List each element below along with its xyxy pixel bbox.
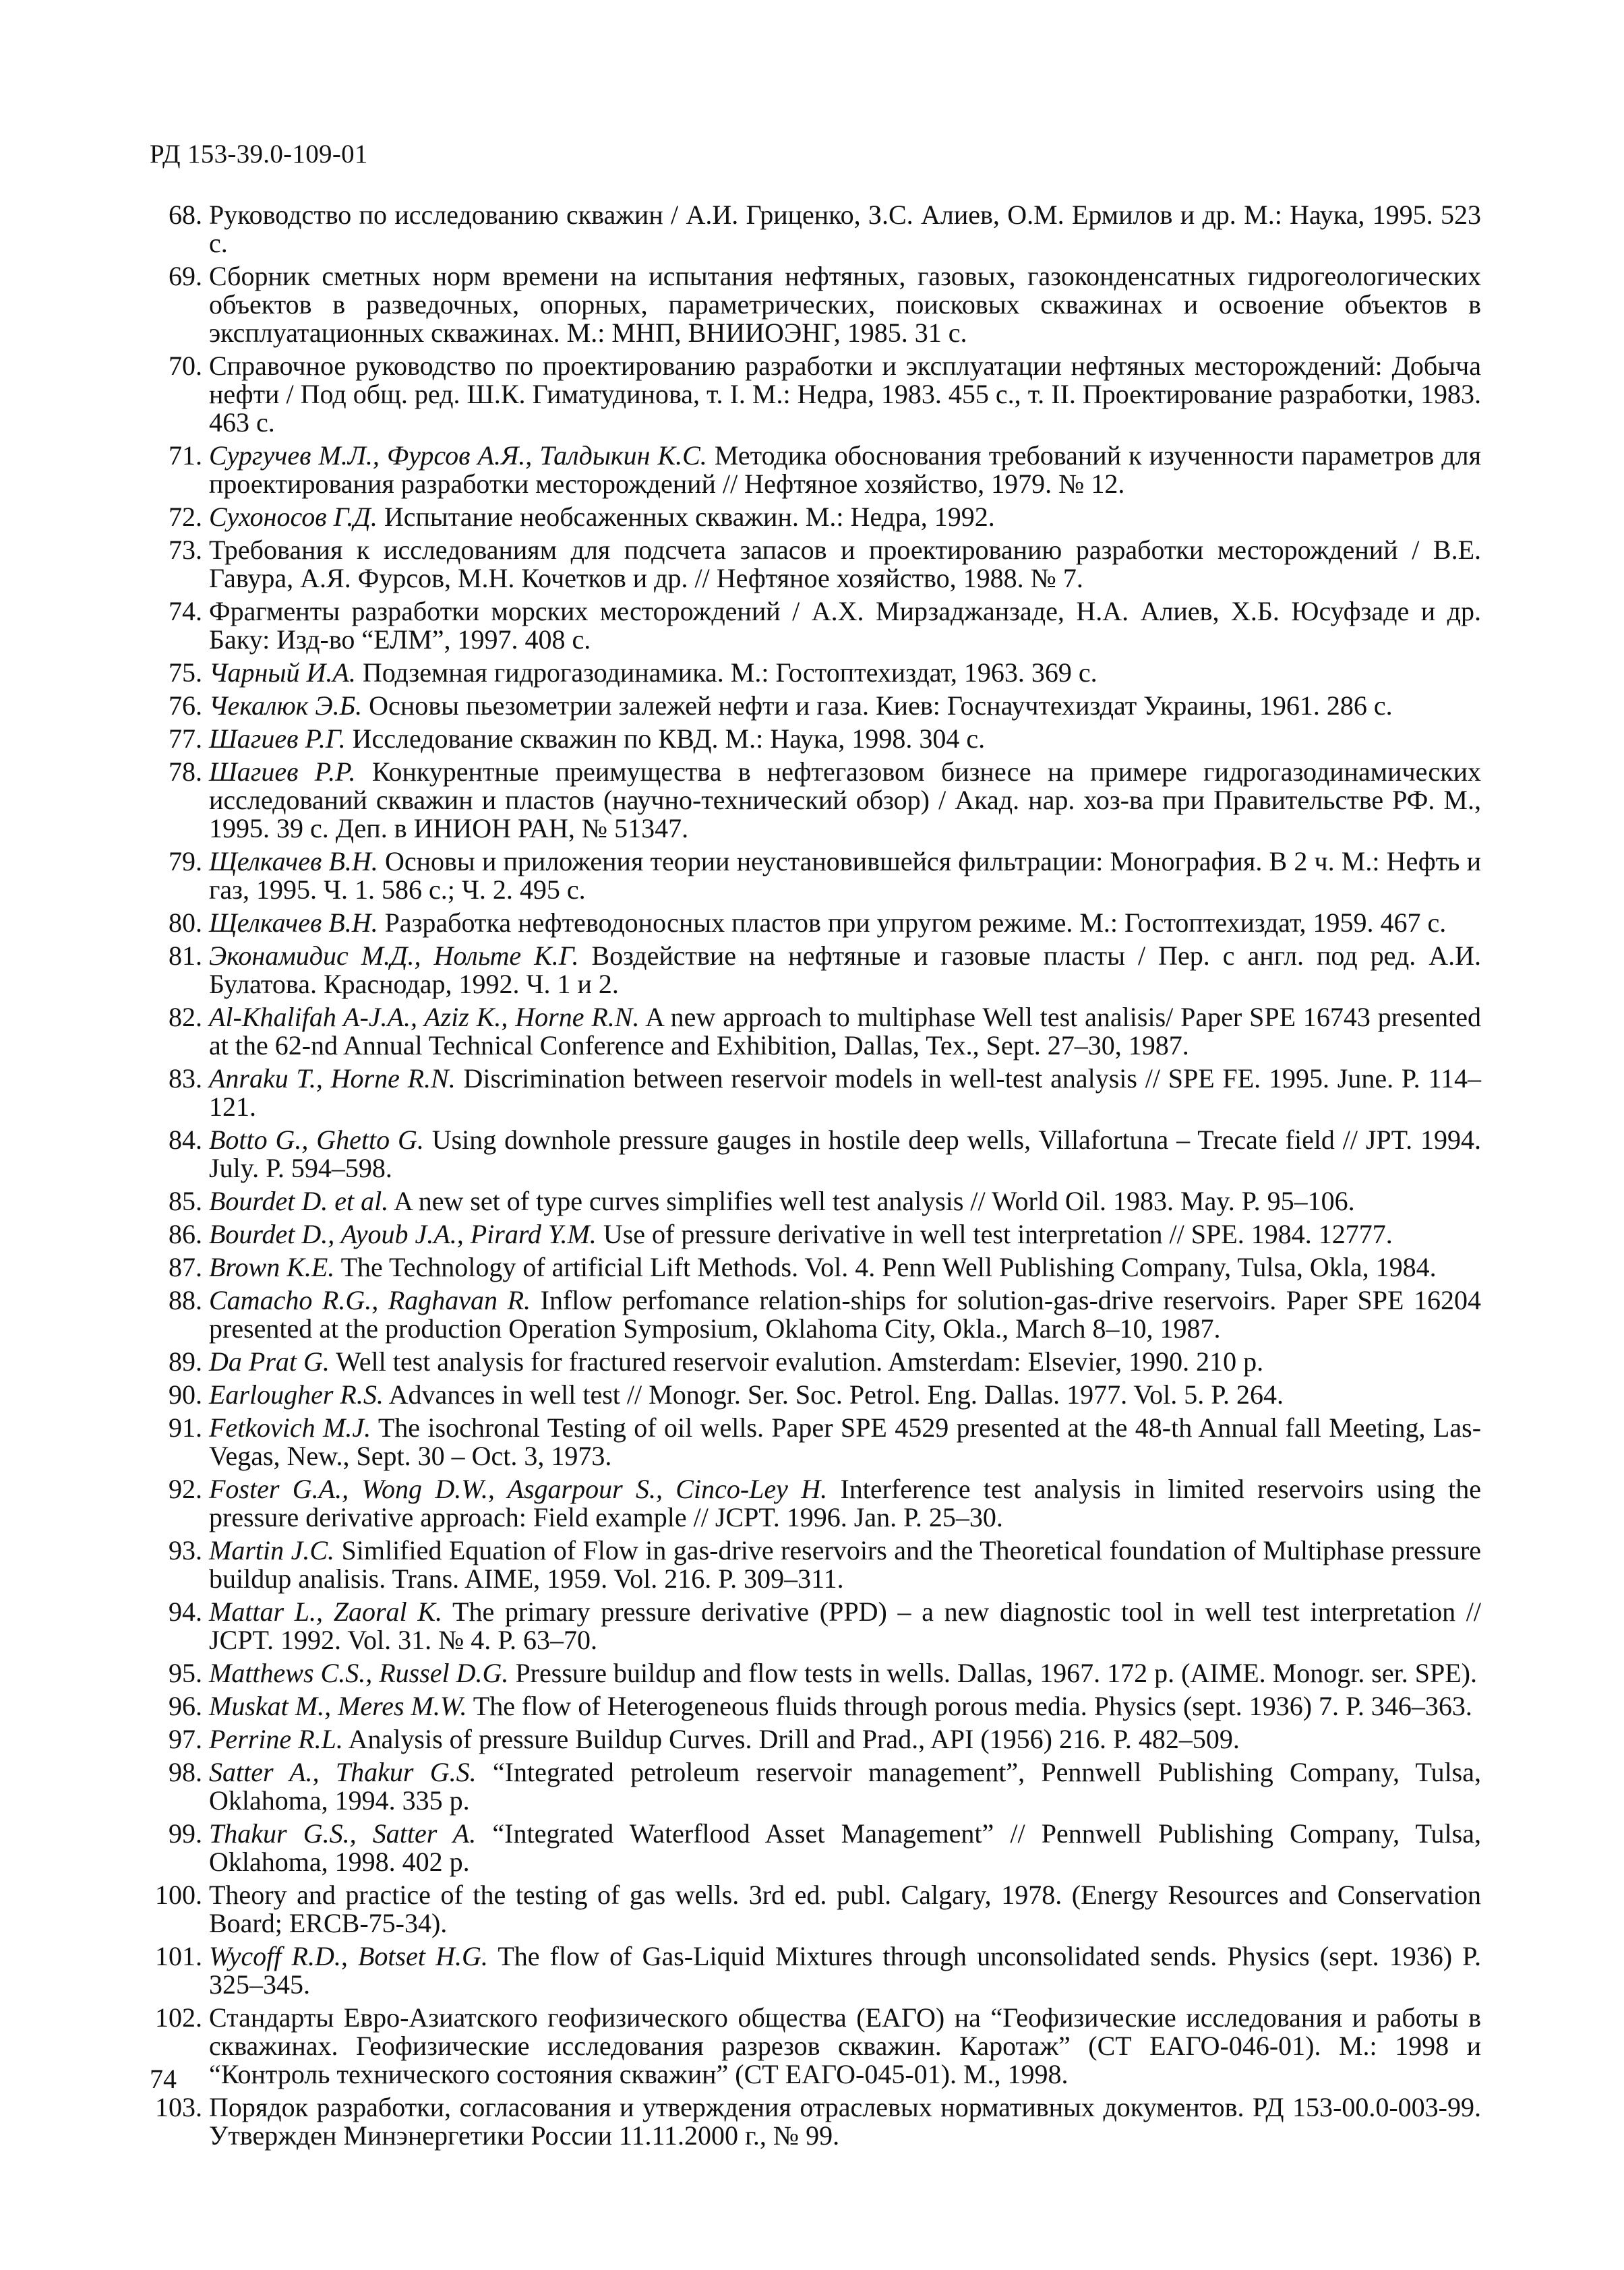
reference-authors: Шагиев Р.Р. [209,756,356,787]
reference-item [150,1598,1481,1654]
reference-number: 79. [169,846,202,876]
reference-item [150,942,1481,998]
reference-authors: Сухоносов Г.Д. [209,502,378,532]
reference-text: Руководство по исследованию скважин / А.И. Гриценко, З.С. Алиев, О.М. Ермилов и др. М.: Наука, 1995. 523 с. [209,200,1481,258]
reference-number: 78. [169,756,202,787]
reference-item [150,1536,1481,1593]
reference-number: 80. [169,907,202,938]
reference-item [150,1692,1481,1721]
reference-item [150,692,1481,720]
reference-list [150,201,1481,2155]
reference-number: 85. [169,1186,202,1216]
reference-item [150,1820,1481,1876]
reference-item [150,1220,1481,1249]
reference-authors: Mattar L., Zaoral K. [209,1596,443,1627]
reference-number: 96. [169,1691,202,1721]
reference-number: 68. [169,200,202,230]
reference-authors: Earlougher R.S. [209,1379,384,1410]
reference-item [150,352,1481,437]
reference-number: 81. [169,940,202,971]
reference-item [150,1881,1481,1938]
reference-authors: Эконамидис М.Д., Нольте К.Г. [209,940,579,971]
reference-text: Сборник сметных норм времени на испытания нефтяных, газовых, газоконденсатных гидрогеологических объектов в разведочных, опорных, параметрических, поисковых скважинах и освоение объектов в эксплуатационных скважинах. М.: МНП, ВНИИОЭНГ, 1985. 31 с. [209,261,1481,348]
reference-number: 95. [169,1658,202,1688]
reference-item [150,1187,1481,1216]
reference-authors: Satter A., Thakur G.S. [209,1757,477,1787]
reference-number: 69. [169,261,202,291]
reference-text: The flow of Gas-Liquid Mixtures through unconsolidated sends. Physics (sept. 1936) P. 325–345. [209,1941,1481,2000]
reference-text: Interference test analysis in limited reservoirs using the pressure derivative approach: Field example // JCPT. 1996. Jan. P. 25–30. [209,1474,1481,1532]
reference-authors: Botto G., Ghetto G. [209,1125,424,1155]
reference-item [150,1003,1481,1060]
reference-number: 93. [169,1535,202,1565]
reference-item [150,262,1481,347]
reference-item [150,201,1481,258]
reference-item [150,1414,1481,1470]
reference-text: Исследование скважин по КВД. М.: Наука, 1998. 304 с. [345,723,986,754]
reference-authors: Muskat M., Meres M.W. [209,1691,467,1721]
reference-number: 87. [169,1252,202,1282]
page-number: 74 [150,2064,177,2094]
reference-item [150,1065,1481,1121]
reference-item [150,847,1481,904]
reference-text: Методика обоснования требований к изученности параметров для проектирования разработки месторождений // Нефтяное хозяйство, 1979. № 12. [209,440,1481,499]
reference-text: Theory and practice of the testing of gas wells. 3rd ed. publ. Calgary, 1978. (Energy Resources and Conservation Board; ERCB-75-34). [209,1880,1481,1938]
reference-item [150,758,1481,843]
reference-number: 82. [169,1002,202,1032]
reference-number: 97. [169,1724,202,1754]
reference-item [150,1942,1481,1999]
reference-text: Стандарты Евро-Азиатского геофизического общества (ЕАГО) на “Геофизические исследования и работы в скважинах. Геофизические исследования разрезов скважин. Каротаж” (СТ ЕАГО-046-01). М.: 1998 и “Контроль технического состояния скважин” (СТ ЕАГО-045-01). М., 1998. [209,2002,1481,2089]
reference-text: Конкурентные преимущества в нефтегазовом бизнесе на примере гидрогазодинамических исследований скважин и пластов (научно-технический обзор) / Акад. нар. хоз-ва при Правительстве РФ. М., 1995. 39 с. Деп. в ИНИОН РАН, № 51347. [209,756,1481,843]
reference-item [150,725,1481,753]
reference-item [150,1659,1481,1687]
reference-number: 73. [169,535,202,565]
reference-text: Основы и приложения теории неустановившейся фильтрации: Монография. В 2 ч. М.: Нефть и газ, 1995. Ч. 1. 586 с.; Ч. 2. 495 с. [209,846,1481,905]
reference-authors: Wycoff R.D., Botset H.G. [209,1941,488,1971]
reference-item [150,2093,1481,2150]
reference-text: Порядок разработки, согласования и утверждения отраслевых нормативных документов. РД 153-00.0-003-99. Утвержден Минэнергетики России 11.11.2000 г., № 99. [209,2092,1481,2151]
reference-authors: Сургучев М.Л., Фурсов А.Я., Талдыкин К.С. [209,440,707,471]
reference-authors: Foster G.A., Wong D.W., Asgarpour S., Cinco-Ley H. [209,1474,828,1504]
reference-number: 103. [155,2092,202,2122]
reference-item [150,1475,1481,1532]
reference-text: Основы пьезометрии залежей нефти и газа. Киев: Госнаучтехиздат Украины, 1961. 286 с. [362,690,1393,721]
reference-number: 70. [169,351,202,381]
reference-text: The primary pressure derivative (PPD) – a new diagnostic tool in well test interpretation // JCPT. 1992. Vol. 31. № 4. P. 63–70. [209,1596,1481,1655]
reference-item [150,659,1481,687]
reference-item [150,1253,1481,1282]
reference-number: 90. [169,1379,202,1410]
reference-item [150,442,1481,498]
reference-number: 100. [155,1880,202,1910]
reference-text: A new approach to multiphase Well test analisis/ Paper SPE 16743 presented at the 62-nd Annual Technical Conference and Exhibition, Dallas, Tex., Sept. 27–30, 1987. [209,1002,1482,1061]
reference-text: Well test analysis for fractured reservoir evalution. Amsterdam: Elsevier, 1990. 210 p. [329,1346,1264,1377]
reference-text: The Technology of artificial Lift Methods. Vol. 4. Penn Well Publishing Company, Tulsa, Okla, 1984. [334,1252,1437,1282]
reference-authors: Bourdet D., Ayoub J.A., Pirard Y.M. [209,1219,597,1249]
reference-text: Подземная гидрогазодинамика. М.: Гостоптехиздат, 1963. 369 с. [355,657,1097,688]
reference-number: 92. [169,1474,202,1504]
reference-number: 94. [169,1596,202,1627]
reference-text: The flow of Heterogeneous fluids through porous media. Physics (sept. 1936) 7. P. 346–363. [467,1691,1472,1721]
reference-authors: Щелкачев В.Н. [209,907,378,938]
reference-number: 91. [169,1412,202,1443]
reference-authors: Da Prat G. [209,1346,330,1377]
reference-number: 102. [155,2002,202,2033]
reference-item [150,597,1481,654]
reference-authors: Perrine R.L. [209,1724,343,1754]
reference-text: Разработка нефтеводоносных пластов при упругом режиме. М.: Гостоптехиздат, 1959. 467 с. [378,907,1447,938]
reference-authors: Anraku T., Horne R.N. [209,1063,456,1094]
reference-authors: Чарный И.А. [209,657,356,688]
reference-number: 84. [169,1125,202,1155]
reference-text: “Integrated Waterflood Asset Management” // Pennwell Publishing Company, Tulsa, Oklahoma, 1998. 402 p. [209,1818,1481,1877]
reference-text: Pressure buildup and flow tests in wells. Dallas, 1967. 172 p. (AIME. Monogr. ser. SPE). [508,1658,1477,1688]
reference-authors: Bourdet D. et al. [209,1186,389,1216]
reference-authors: Чекалюк Э.Б. [209,690,363,721]
reference-authors: Matthews C.S., Russel D.G. [209,1658,509,1688]
reference-item [150,1381,1481,1409]
reference-text: Испытание необсаженных скважин. М.: Недра, 1992. [377,502,995,532]
reference-text: Analysis of pressure Buildup Curves. Drill and Prad., API (1956) 216. P. 482–509. [342,1724,1240,1754]
reference-item [150,1725,1481,1754]
reference-number: 75. [169,657,202,688]
reference-authors: Thakur G.S., Satter A. [209,1818,477,1849]
reference-number: 89. [169,1346,202,1377]
reference-number: 71. [169,440,202,471]
reference-authors: Al-Khalifah A-J.A., Aziz K., Horne R.N. [209,1002,640,1032]
reference-text: “Integrated petroleum reservoir management”, Pennwell Publishing Company, Tulsa, Oklahoma, 1994. 335 p. [209,1757,1481,1816]
reference-number: 101. [155,1941,202,1971]
reference-item [150,1348,1481,1376]
reference-number: 83. [169,1063,202,1094]
reference-authors: Fetkovich M.J. [209,1412,371,1443]
reference-text: Inflow perfomance relation-ships for solution-gas-drive reservoirs. Paper SPE 16204 presented at the production Operation Symposium, Oklahoma City, Okla., March 8–10, 1987. [209,1285,1481,1344]
reference-number: 77. [169,723,202,754]
reference-text: Справочное руководство по проектированию разработки и эксплуатации нефтяных месторождений: Добыча нефти / Под общ. ред. Ш.К. Гиматудинова, т. I. М.: Недра, 1983. 455 с., т. II. Проектирование разработки, 1983. 463 с. [209,351,1481,438]
reference-number: 88. [169,1285,202,1315]
reference-authors: Щелкачев В.Н. [209,846,378,876]
reference-item [150,909,1481,937]
reference-authors: Шагиев Р.Г. [209,723,346,754]
reference-authors: Martin J.C. [209,1535,335,1565]
reference-item [150,1126,1481,1183]
reference-number: 86. [169,1219,202,1249]
reference-item [150,1758,1481,1815]
reference-number: 74. [169,596,202,626]
reference-item [150,503,1481,531]
reference-item [150,536,1481,593]
reference-text: Требования к исследованиям для подсчета запасов и проектированию разработки месторождений / В.Е. Гавура, А.Я. Фурсов, М.Н. Кочетков и др. // Нефтяное хозяйство, 1988. № 7. [209,535,1481,593]
reference-text: Воздействие на нефтяные и газовые пласты / Пер. с англ. под ред. А.И. Булатова. Краснодар, 1992. Ч. 1 и 2. [209,940,1481,999]
reference-authors: Camacho R.G., Raghavan R. [209,1285,531,1315]
reference-number: 99. [169,1818,202,1849]
reference-text: The isochronal Testing of oil wells. Paper SPE 4529 presented at the 48-th Annual fall Meeting, Las-Vegas, New., Sept. 30 – Oct. 3, 1973. [209,1412,1482,1471]
reference-item [150,1286,1481,1343]
reference-text: Simlified Equation of Flow in gas-drive reservoirs and the Theoretical foundation of Multiphase pressure buildup analisis. Trans. AIME, 1959. Vol. 216. P. 309–311. [209,1535,1481,1594]
reference-text: Use of pressure derivative in well test interpretation // SPE. 1984. 12777. [596,1219,1393,1249]
reference-text: Фрагменты разработки морских месторождений / А.Х. Мирзаджанзаде, Н.А. Алиев, Х.Б. Юсуфзаде и др. Баку: Изд-во “ЕЛМ”, 1997. 408 с. [209,596,1481,655]
reference-number: 98. [169,1757,202,1787]
document-code-header: РД 153-39.0-109-01 [150,140,368,169]
reference-text: Using downhole pressure gauges in hostile deep wells, Villafortuna – Trecate field // JPT. 1994. July. P. 594–598. [209,1125,1481,1183]
reference-number: 76. [169,690,202,721]
reference-text: Discrimination between reservoir models in well-test analysis // SPE FE. 1995. June. P. 114–121. [209,1063,1481,1122]
reference-text: A new set of type curves simplifies well test analysis // World Oil. 1983. May. P. 95–106. [388,1186,1355,1216]
reference-number: 72. [169,502,202,532]
reference-item [150,2004,1481,2089]
reference-authors: Brown K.E. [209,1252,335,1282]
reference-text: Advances in well test // Monogr. Ser. Soc. Petrol. Eng. Dallas. 1977. Vol. 5. P. 264. [383,1379,1284,1410]
